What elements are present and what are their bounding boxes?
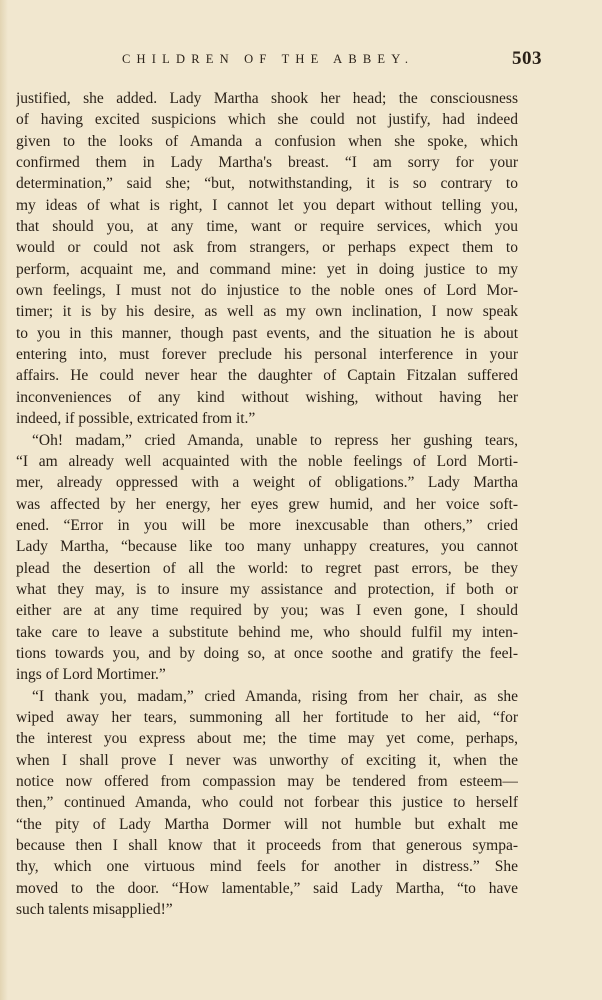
text-line: thy, which one virtuous mind feels for another in distress.” She [16, 858, 518, 876]
text-line: entering into, must forever preclude his personal interference in your [16, 346, 518, 364]
page-number: 503 [512, 48, 542, 69]
text-line: wiped away her tears, summoning all her fortitude to her aid, “for [16, 708, 518, 726]
running-title: CHILDREN OF THE ABBEY. [122, 52, 415, 66]
text-line: justified, she added. Lady Martha shook her head; the consciousness [16, 90, 518, 107]
page-binding-edge [0, 0, 8, 1000]
text-line: given to the looks of Amanda a confusion when she spoke, which [16, 132, 518, 150]
text-line: tions towards you, and by doing so, at once soothe and gratify the feel- [16, 644, 518, 662]
text-line: mer, already oppressed with a weight of obligations.” Lady Martha [16, 474, 518, 492]
text-line: my ideas of what is right, I cannot let you depart without telling you, [16, 196, 518, 214]
text-line: ened. “Error in you will be more inexcusable than others,” cried [16, 516, 518, 534]
text-line: timer; it is by his desire, as well as my own inclination, I now speak [16, 303, 518, 321]
text-line: indeed, if possible, extricated from it.” [16, 410, 256, 428]
text-line: “I thank you, madam,” cried Amanda, rising from her chair, as she [32, 687, 518, 705]
text-line: was affected by her energy, her eyes grew humid, and her voice soft- [16, 495, 518, 513]
text-line: perform, acquaint me, and command mine: yet in doing justice to my [16, 260, 518, 278]
text-line: “I am already well acquainted with the noble feelings of Lord Morti- [16, 452, 518, 470]
text-line: plead the desertion of all the world: to regret past errors, be they [16, 559, 518, 577]
text-line: affairs. He could never hear the daughter of Captain Fitzalan suffered [16, 367, 518, 385]
text-line: then,” continued Amanda, who could not forbear this justice to herself [16, 794, 518, 812]
text-line: of having excited suspicions which she could not justify, had indeed [16, 111, 518, 129]
text-line: the interest you express about me; the time may yet come, perhaps, [16, 730, 518, 748]
text-line: what they may, is to insure my assistance and protection, if both or [16, 580, 518, 598]
text-line: moved to the door. “How lamentable,” said Lady Martha, “to have [16, 879, 518, 897]
text-line: to you in this manner, though past events, and the situation he is about [16, 324, 518, 342]
text-line: either are at any time required by you; was I even gone, I should [16, 602, 518, 620]
text-line: such talents misapplied!” [16, 901, 173, 919]
text-line: own feelings, I must not do injustice to the noble ones of Lord Mor- [16, 282, 518, 300]
text-line: when I shall prove I never was unworthy of exciting it, when the [16, 751, 518, 769]
text-line: determination,” said she; “but, notwithstanding, it is so contrary to [16, 175, 518, 193]
text-line: would or could not ask from strangers, or perhaps expect them to [16, 239, 518, 257]
text-line: Lady Martha, “because like too many unhappy creatures, you cannot [16, 538, 518, 556]
text-line: because then I shall know that it proceeds from that generous sympa- [16, 837, 518, 855]
text-line: inconveniences of any kind without wishing, without having her [16, 388, 518, 406]
text-line: “Oh! madam,” cried Amanda, unable to repress her gushing tears, [32, 431, 518, 449]
text-line: “the pity of Lady Martha Dormer will not humble but exhalt me [16, 815, 518, 833]
text-line: notice now offered from compassion may be tendered from esteem— [16, 773, 518, 790]
text-line: take care to leave a substitute behind me, who should fulfil my inten- [16, 623, 518, 641]
running-header [0, 48, 602, 72]
text-line: ings of Lord Mortimer.” [16, 666, 166, 684]
text-line: that should you, at any time, want or require services, which you [16, 218, 518, 236]
body-text [16, 88, 518, 920]
text-line: confirmed them in Lady Martha's breast. “I am sorry for your [16, 154, 518, 172]
